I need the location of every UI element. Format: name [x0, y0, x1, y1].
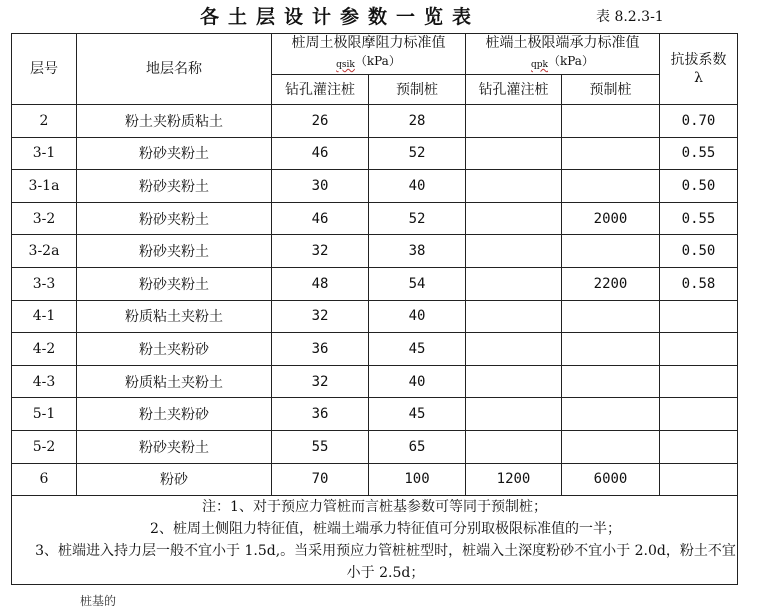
eb-bored-cell — [466, 202, 562, 235]
layer-name-cell: 粉土夹粉砂 — [77, 333, 272, 366]
title-bar — [0, 2, 760, 30]
sf-bored-cell: 55 — [272, 430, 369, 463]
sf-precast-cell: 38 — [369, 235, 466, 268]
layer-name-cell: 粉砂夹粉土 — [77, 137, 272, 170]
uplift-cell — [660, 333, 738, 366]
sf-precast-cell: 45 — [369, 398, 466, 431]
eb-precast-cell — [562, 170, 660, 203]
end-bearing-symbol: qpk — [531, 60, 548, 70]
eb-bored-cell — [466, 170, 562, 203]
table-row — [12, 202, 738, 235]
layer-name-cell: 粉土夹粉砂 — [77, 398, 272, 431]
sf-bored-cell: 70 — [272, 463, 369, 496]
uplift-cell: 0.50 — [660, 235, 738, 268]
notes-row — [12, 496, 738, 585]
uplift-cell: 0.70 — [660, 105, 738, 138]
notes-cell — [12, 496, 738, 585]
layer-name-cell: 粉砂夹粉土 — [77, 430, 272, 463]
sf-bored-cell: 32 — [272, 235, 369, 268]
eb-precast-cell: 2000 — [562, 202, 660, 235]
table-row — [12, 170, 738, 203]
layer-name-cell: 粉砂夹粉土 — [77, 267, 272, 300]
design-parameter-table — [11, 33, 738, 585]
sf-bored-cell: 36 — [272, 398, 369, 431]
uplift-symbol: λ — [694, 70, 703, 86]
sf-bored-cell: 26 — [272, 105, 369, 138]
layer-no-cell: 5-2 — [12, 430, 77, 463]
sf-precast-cell: 28 — [369, 105, 466, 138]
sf-precast-cell: 40 — [369, 170, 466, 203]
table-row — [12, 105, 738, 138]
truncated-following-text: 桩基的 — [80, 594, 117, 608]
layer-no-cell: 4-2 — [12, 333, 77, 366]
uplift-cell — [660, 463, 738, 496]
table-row — [12, 267, 738, 300]
eb-bored-cell — [466, 430, 562, 463]
eb-bored-cell — [466, 398, 562, 431]
layer-no-cell: 2 — [12, 105, 77, 138]
sf-bored-cell: 30 — [272, 170, 369, 203]
sf-precast-cell: 54 — [369, 267, 466, 300]
layer-no-cell: 4-3 — [12, 365, 77, 398]
eb-precast-cell — [562, 137, 660, 170]
header-eb-bored: 钻孔灌注桩 — [466, 75, 562, 105]
layer-name-cell: 粉土夹粉质粘土 — [77, 105, 272, 138]
sf-bored-cell: 48 — [272, 267, 369, 300]
sf-bored-cell: 46 — [272, 137, 369, 170]
eb-bored-cell — [466, 137, 562, 170]
uplift-title: 抗拔系数 — [670, 52, 727, 68]
eb-precast-cell: 2200 — [562, 267, 660, 300]
layer-no-cell: 5-1 — [12, 398, 77, 431]
layer-name-cell: 粉砂夹粉土 — [77, 202, 272, 235]
sf-precast-cell: 40 — [369, 300, 466, 333]
layer-no-cell: 6 — [12, 463, 77, 496]
eb-bored-cell — [466, 267, 562, 300]
header-layer-no: 层号 — [12, 34, 77, 105]
header-side-friction — [272, 34, 466, 75]
sf-bored-cell: 32 — [272, 365, 369, 398]
table-body — [12, 105, 738, 496]
eb-precast-cell: 6000 — [562, 463, 660, 496]
sf-precast-cell: 52 — [369, 202, 466, 235]
eb-bored-cell — [466, 235, 562, 268]
sf-precast-cell: 40 — [369, 365, 466, 398]
uplift-cell: 0.55 — [660, 137, 738, 170]
eb-bored-cell — [466, 300, 562, 333]
layer-no-cell: 3-1 — [12, 137, 77, 170]
layer-name-cell: 粉砂夹粉土 — [77, 170, 272, 203]
uplift-cell: 0.50 — [660, 170, 738, 203]
layer-name-cell: 粉砂夹粉土 — [77, 235, 272, 268]
uplift-cell: 0.55 — [660, 202, 738, 235]
sf-precast-cell: 45 — [369, 333, 466, 366]
eb-precast-cell — [562, 365, 660, 398]
eb-bored-cell: 1200 — [466, 463, 562, 496]
table-row — [12, 430, 738, 463]
table-row — [12, 137, 738, 170]
side-friction-symbol: qsik — [336, 60, 355, 70]
sf-precast-cell: 100 — [369, 463, 466, 496]
eb-bored-cell — [466, 365, 562, 398]
table-row — [12, 365, 738, 398]
table-reference: 表 8.2.3-1 — [596, 9, 664, 25]
eb-bored-cell — [466, 105, 562, 138]
layer-no-cell: 3-1a — [12, 170, 77, 203]
end-bearing-unit: （kPa） — [548, 54, 594, 68]
header-end-bearing — [466, 34, 660, 75]
header-sf-bored: 钻孔灌注桩 — [272, 75, 369, 105]
note-3: 3、桩端进入持力层一般不宜小于 1.5d,。当采用预应力管桩桩型时，桩端入土深度粉砂不宜小于 2.0d，粉土不宜小于 2.5d； — [35, 543, 736, 582]
side-friction-title: 桩周土极限摩阻力标准值 — [291, 35, 446, 51]
header-sf-precast: 预制桩 — [369, 75, 466, 105]
sf-bored-cell: 36 — [272, 333, 369, 366]
layer-no-cell: 3-2a — [12, 235, 77, 268]
uplift-cell — [660, 398, 738, 431]
uplift-cell — [660, 365, 738, 398]
header-eb-precast: 预制桩 — [562, 75, 660, 105]
sf-precast-cell: 52 — [369, 137, 466, 170]
uplift-cell: 0.58 — [660, 267, 738, 300]
eb-precast-cell — [562, 398, 660, 431]
eb-bored-cell — [466, 333, 562, 366]
side-friction-unit: （kPa） — [354, 54, 401, 68]
note-2: 2、桩周土侧阻力特征值，桩端土端承力特征值可分别取极限标准值的一半； — [150, 521, 621, 538]
layer-name-cell: 粉质粘土夹粉土 — [77, 300, 272, 333]
sf-bored-cell: 32 — [272, 300, 369, 333]
table-row — [12, 235, 738, 268]
layer-no-cell: 3-3 — [12, 267, 77, 300]
sf-bored-cell: 46 — [272, 202, 369, 235]
uplift-cell — [660, 430, 738, 463]
layer-no-cell: 4-1 — [12, 300, 77, 333]
eb-precast-cell — [562, 105, 660, 138]
table-row — [12, 333, 738, 366]
eb-precast-cell — [562, 430, 660, 463]
note-1: 注：1、对于预应力管桩而言桩基参数可等同于预制桩； — [202, 499, 547, 516]
eb-precast-cell — [562, 333, 660, 366]
eb-precast-cell — [562, 300, 660, 333]
table-title: 各土层设计参数一览表 — [200, 6, 481, 28]
side-friction-sub — [272, 52, 465, 74]
table-row — [12, 398, 738, 431]
table-row — [12, 300, 738, 333]
header-uplift — [660, 34, 738, 105]
uplift-cell — [660, 300, 738, 333]
header-row-1 — [12, 34, 738, 75]
layer-name-cell: 粉砂 — [77, 463, 272, 496]
table-row — [12, 463, 738, 496]
eb-precast-cell — [562, 235, 660, 268]
sf-precast-cell: 65 — [369, 430, 466, 463]
end-bearing-sub — [466, 52, 659, 74]
layer-name-cell: 粉质粘土夹粉土 — [77, 365, 272, 398]
end-bearing-title: 桩端土极限端承力标准值 — [485, 35, 640, 51]
layer-no-cell: 3-2 — [12, 202, 77, 235]
header-layer-name: 地层名称 — [77, 34, 272, 105]
